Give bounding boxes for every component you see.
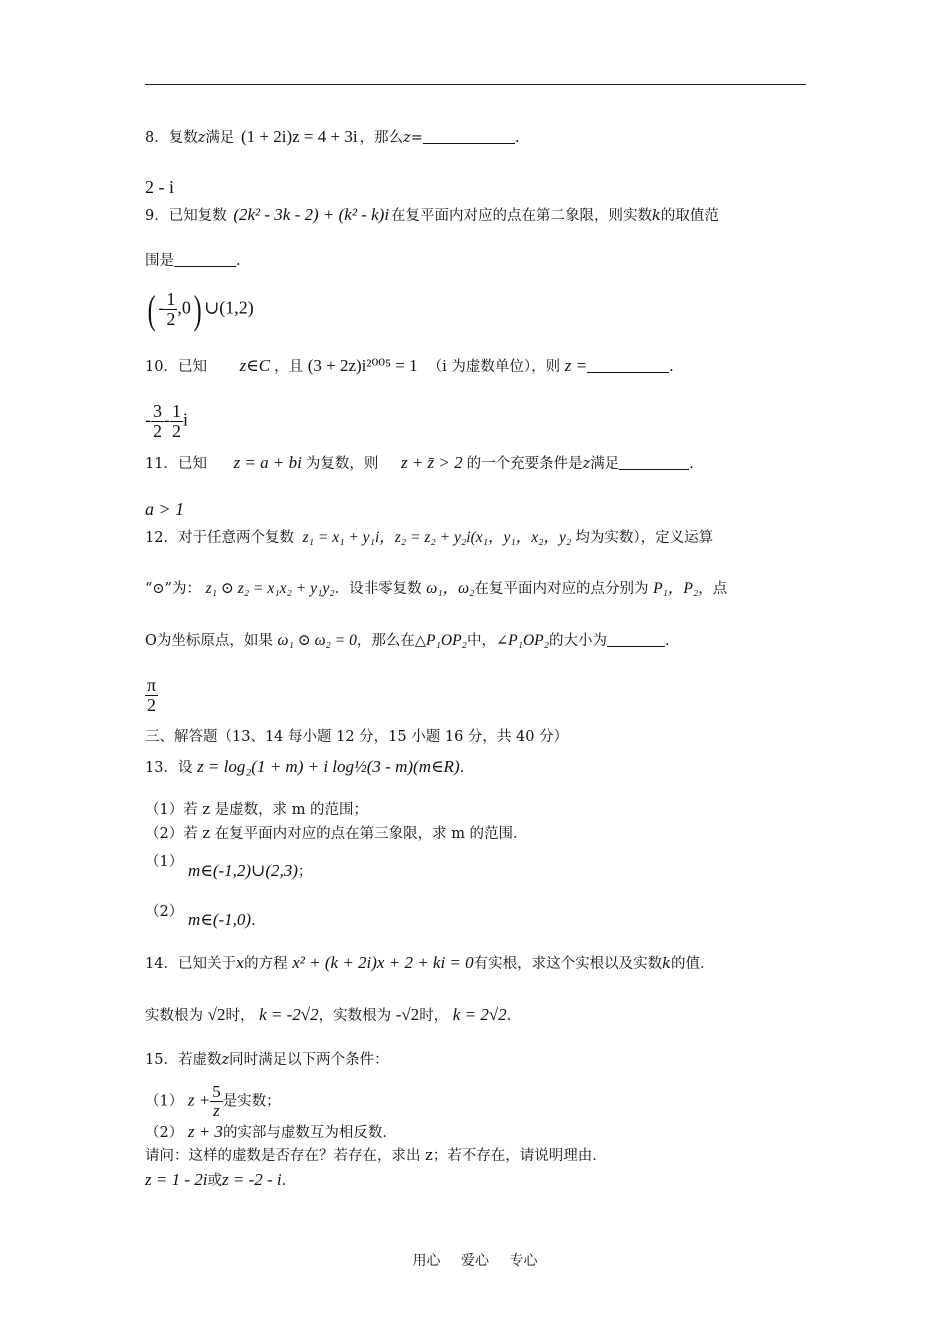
text: 是实数； — [222, 1093, 281, 1110]
answer-13-part2-expr — [188, 909, 256, 932]
triangle: P₁OP₂ — [426, 632, 467, 649]
text: 的值． — [670, 956, 715, 972]
minus: - — [158, 297, 165, 318]
text: 若虚数 — [177, 1052, 222, 1068]
footer-text: 爱心 — [461, 1253, 489, 1269]
equation: z₁ = x₁ + y₁i，z₂ = z₂ + y₂i(x₁，y₁，x₂，y₂ — [302, 529, 572, 546]
root: √2 — [207, 1005, 226, 1024]
text: 设 — [177, 760, 193, 776]
text: 在复平面内对应的点分别为 — [474, 581, 649, 597]
denominator: 2 — [166, 309, 176, 329]
question-8 — [145, 126, 519, 149]
answer-blank — [619, 455, 689, 470]
expression: z = log₂(1 + m) + i log½(3 - m)(m∈R) — [197, 757, 460, 776]
fraction — [145, 676, 158, 715]
section-heading: 三、解答题（13、14 每小题 12 分，15 小题 16 分，共 40 分） — [145, 729, 569, 745]
answer-13-part1 — [145, 851, 183, 873]
text: 中，∠ — [466, 633, 509, 649]
text: “⊙”为： — [145, 581, 201, 597]
text: . — [281, 1173, 287, 1189]
expression: (2k² - 3k - 2) + (k² - k)i — [233, 205, 390, 224]
text: 或 — [207, 1173, 222, 1189]
question-10 — [145, 355, 674, 378]
text: ，点 — [698, 581, 728, 597]
numerator: 1 — [172, 401, 181, 421]
text: ,0 — [177, 297, 191, 318]
text: ，实数根为 — [318, 1008, 392, 1024]
text: 已知 — [177, 456, 207, 472]
k-value: k = 2√2 — [452, 1005, 507, 1024]
text: 对于任意两个复数 — [177, 530, 294, 546]
text: . — [251, 913, 256, 929]
text: ，且 — [274, 359, 304, 375]
answer-9 — [145, 286, 254, 333]
text: 的实部与虚数互为相反数． — [222, 1125, 397, 1141]
condition: ω₁ ⊙ ω₂ = 0 — [277, 632, 357, 649]
text: 满足 — [205, 130, 235, 146]
minus: - — [164, 409, 170, 430]
answer-blank — [423, 129, 515, 144]
var-z: z — [582, 456, 591, 472]
text: . — [506, 1008, 512, 1024]
equation: (3 + 2z)i²⁰⁰⁵ = 1 — [307, 356, 418, 375]
question-15 — [145, 1049, 389, 1071]
fraction — [164, 290, 177, 329]
text: . — [459, 760, 465, 776]
text: . — [669, 359, 674, 375]
answer-blank — [587, 358, 669, 373]
text: . — [665, 633, 670, 649]
question-9 — [145, 204, 719, 227]
question-number: 9． — [145, 208, 169, 224]
question-13-part1: （1）若 z 是虚数，求 m 的范围； — [145, 802, 369, 818]
fraction — [151, 402, 164, 441]
z-eq: z= — [403, 130, 423, 146]
question-12-line3 — [145, 630, 670, 652]
text: . — [689, 456, 694, 472]
question-9-line2 — [145, 250, 241, 272]
expr: z + 3 — [187, 1122, 223, 1141]
angle: P₁OP₂ — [508, 632, 550, 649]
fraction — [170, 402, 183, 441]
text: ∪(1,2) — [204, 297, 254, 318]
fraction — [210, 1083, 223, 1120]
question-12-line2 — [145, 578, 727, 600]
text: 有实根，求这个实根以及实数 — [473, 956, 663, 972]
denominator: z — [213, 1100, 220, 1120]
answer-11: a > 1 — [145, 499, 185, 519]
answer-blank — [174, 252, 236, 267]
text: 围是 — [145, 253, 174, 269]
root: -√2 — [395, 1005, 420, 1024]
question-15-ask: 请问：这样的虚数是否存在？若存在，求出 z；若不存在，请说明理由． — [145, 1148, 607, 1164]
solution: z = -2 - i — [221, 1170, 282, 1189]
answer-8: 2 - i — [145, 177, 174, 197]
omegas: ω₁，ω₂ — [426, 580, 475, 597]
answer-15 — [145, 1169, 286, 1192]
answer-blank — [607, 632, 665, 647]
text: 满足 — [590, 456, 620, 472]
answer-13-part1-expr — [188, 860, 312, 883]
text: 同时满足以下两个条件： — [229, 1052, 389, 1068]
numerator: 1 — [166, 289, 176, 310]
label: （1） — [145, 1093, 184, 1110]
text: 在复平面内对应的点在第二象限，则实数 — [391, 208, 653, 224]
denominator: 2 — [147, 694, 157, 715]
text: 时， — [225, 1008, 255, 1024]
question-13-part2: （2）若 z 在复平面内对应的点在第三象限，求 m 的范围． — [145, 826, 528, 842]
k-value: k = -2√2 — [259, 1005, 319, 1024]
text: 复数 — [168, 130, 198, 146]
var-k: k — [652, 208, 661, 224]
question-number: 8． — [145, 130, 169, 146]
equation: x² + (k + 2i)x + 2 + ki = 0 — [292, 953, 474, 972]
label: （1） — [145, 854, 184, 870]
question-11 — [145, 452, 694, 475]
numerator: π — [147, 675, 157, 695]
text: ，那么在△ — [356, 633, 427, 649]
expr: z + — [187, 1090, 211, 1110]
text: ； — [297, 864, 313, 880]
solution: z = 1 - 2i — [145, 1170, 208, 1189]
label: （2） — [145, 904, 184, 920]
text: 的取值范 — [660, 208, 719, 224]
text: . — [236, 253, 241, 269]
text: 已知 — [177, 359, 207, 375]
answer-10 — [145, 402, 188, 441]
imag-unit: i — [183, 409, 189, 430]
equation: (1 + 2i)z = 4 + 3i — [240, 127, 358, 146]
definition: z₁ ⊙ z₂ = x₁x₂ + y₁y₂ — [205, 580, 335, 597]
solution: m∈(-1,2)∪(2,3) — [188, 861, 298, 880]
text: 时， — [419, 1008, 449, 1024]
footer-text: 专心 — [509, 1253, 538, 1269]
solution: m∈(-1,0) — [188, 910, 252, 929]
question-number: 13． — [145, 760, 178, 776]
var-z: z — [197, 130, 206, 146]
text: 实数根为 — [145, 1008, 203, 1024]
answer-12 — [145, 676, 158, 715]
text: ．设非零复数 — [334, 581, 422, 597]
page-footer — [0, 1250, 950, 1270]
var-x: x — [235, 956, 245, 972]
right-paren: ) — [193, 287, 202, 332]
question-15-cond1 — [145, 1083, 281, 1120]
condition: z + z̄ > 2 — [400, 453, 463, 472]
text: （i 为虚数单位），则 — [427, 359, 561, 375]
minus: - — [145, 409, 151, 430]
footer-text: 用心 — [412, 1253, 441, 1269]
points: P₁，P₂ — [653, 580, 699, 597]
text: 的大小为 — [549, 633, 608, 649]
numerator: 5 — [212, 1082, 221, 1101]
question-number: 14． — [145, 956, 178, 972]
var-z: z — [221, 1052, 230, 1068]
label: （2） — [145, 1125, 184, 1141]
denominator: 2 — [153, 420, 162, 441]
header-rule — [145, 84, 806, 85]
var-k: k — [662, 956, 671, 972]
question-number: 10． — [145, 359, 178, 375]
question-number: 15． — [145, 1052, 178, 1068]
question-13 — [145, 756, 464, 779]
text: 为复数，则 — [305, 456, 379, 472]
answer-13-part2 — [145, 901, 183, 923]
question-12 — [145, 527, 713, 549]
condition: z∈C — [239, 356, 271, 375]
text: O为坐标原点，如果 — [145, 633, 273, 649]
answer-14 — [145, 1004, 511, 1027]
text: 的一个充要条件是 — [466, 456, 583, 472]
text: . — [514, 130, 520, 146]
left-paren: ( — [147, 287, 156, 332]
question-15-cond2 — [145, 1121, 397, 1144]
question-number: 12． — [145, 530, 178, 546]
text: 已知复数 — [168, 208, 227, 224]
numerator: 3 — [153, 401, 162, 421]
text: 均为实数），定义运算 — [575, 530, 714, 546]
text: 的方程 — [244, 956, 288, 972]
equation: z = a + bi — [233, 453, 302, 472]
text: ，那么 — [359, 130, 404, 146]
denominator: 2 — [172, 420, 181, 441]
question-14 — [145, 952, 714, 975]
text: 已知关于 — [177, 956, 236, 972]
z-eq: z = — [564, 356, 588, 375]
question-number: 11． — [145, 456, 178, 472]
